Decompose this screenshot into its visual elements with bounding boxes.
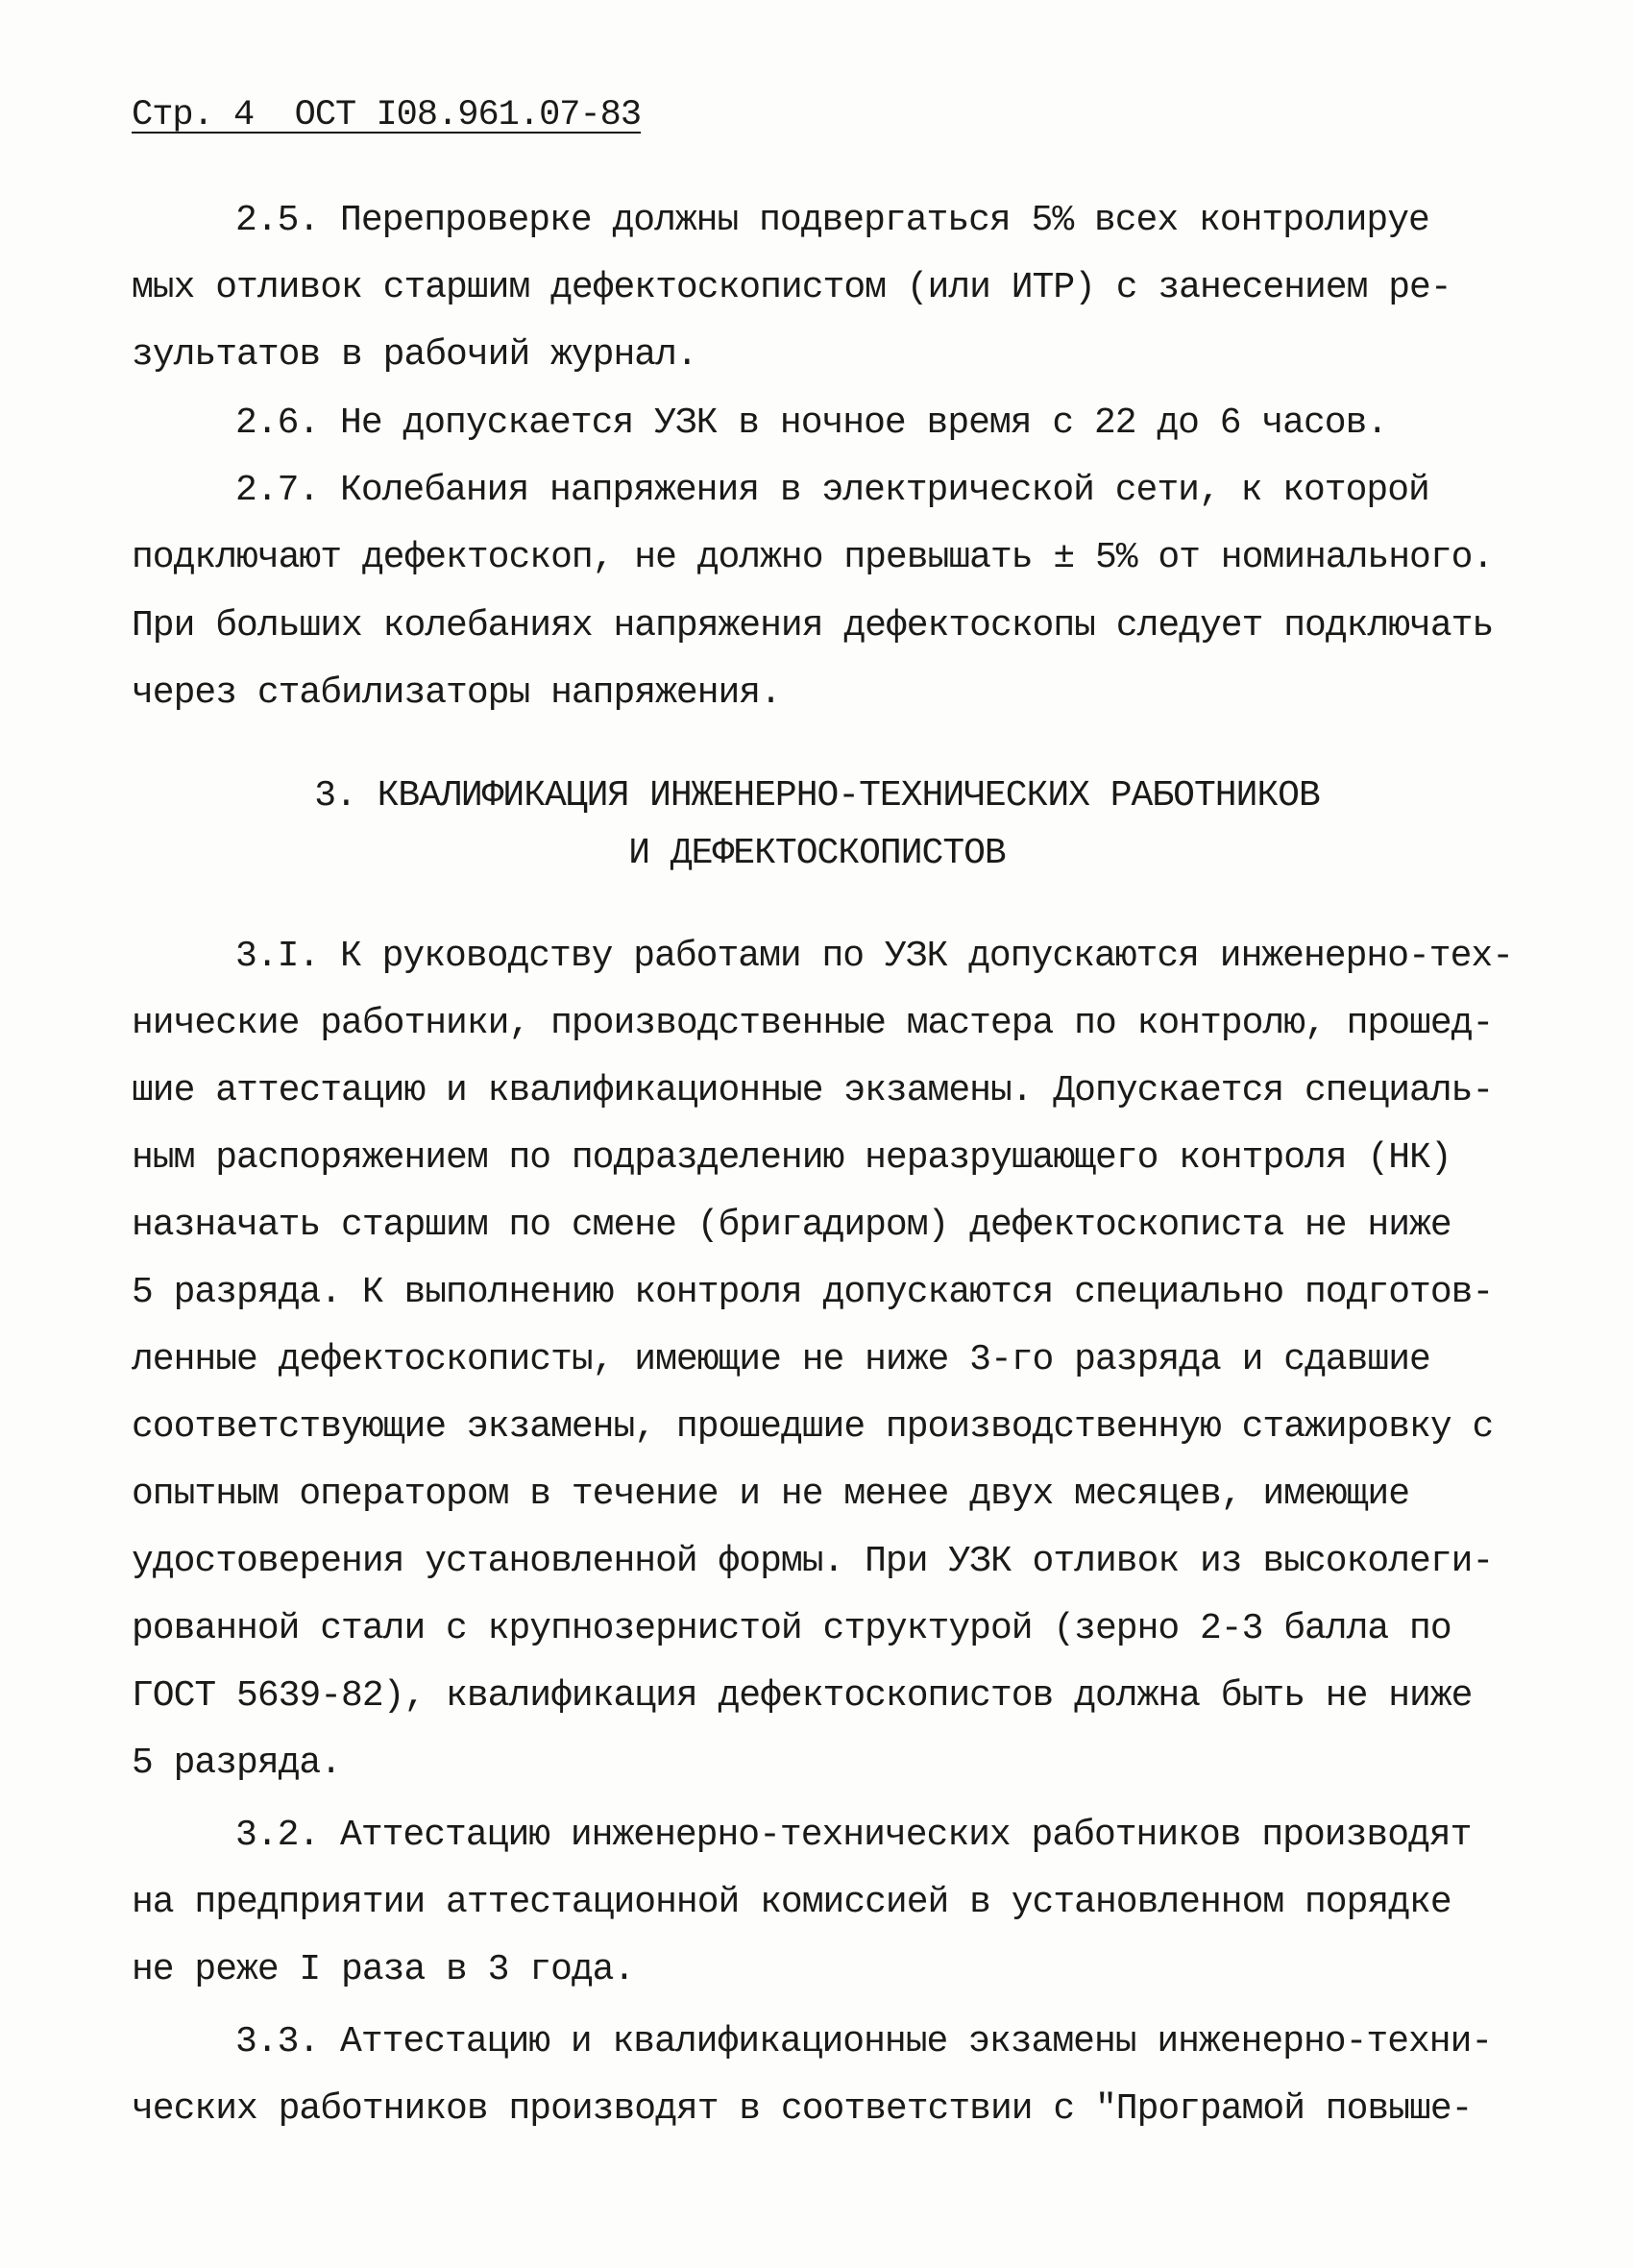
text-line: ГОСТ 5639-82), квалификация дефектоскопистов должна быть не ниже xyxy=(132,1675,1473,1717)
text-line: не реже I раза в 3 года. xyxy=(132,1949,635,1990)
text-line: 2.6. Не допускается УЗК в ночное время с 22 до 6 часов. xyxy=(235,402,1388,444)
text-line: шие аттестацию и квалификационные экзамены. Допускается специаль- xyxy=(132,1070,1494,1111)
text-line: 3.3. Аттестацию и квалификационные экзамены инженерно-техни- xyxy=(235,2021,1493,2062)
text-line: ным распоряжением по подразделению неразрушающего контроля (НК) xyxy=(132,1137,1451,1179)
section-heading-line-1: 3. КВАЛИФИКАЦИЯ ИНЖЕНЕРНО-ТЕХНИЧЕСКИХ РАБОТНИКОВ xyxy=(314,775,1320,817)
text-line: соответствующие экзамены, прошедшие производственную стажировку с xyxy=(132,1406,1494,1448)
text-line: ческих работников производят в соответствии с "Програмой повыше- xyxy=(132,2088,1473,2130)
section-heading-line-2: И ДЕФЕКТОСКОПИСТОВ xyxy=(628,833,1006,874)
text-line: через стабилизаторы напряжения. xyxy=(132,672,781,714)
text-line: нические работники, производственные мастера по контролю, прошед- xyxy=(132,1003,1494,1044)
text-line: 5 разряда. К выполнению контроля допускаются специально подготов- xyxy=(132,1272,1494,1313)
text-line: 2.7. Колебания напряжения в электрической сети, к которой xyxy=(235,470,1429,511)
text-line: ленные дефектоскописты, имеющие не ниже 3-го разряда и сдавшие xyxy=(132,1339,1430,1380)
text-line: удостоверения установленной формы. При УЗК отливок из высоколеги- xyxy=(132,1541,1494,1582)
text-line: 5 разряда. xyxy=(132,1743,342,1784)
text-line: рованной стали с крупнозернистой структурой (зерно 2-3 балла по xyxy=(132,1608,1451,1649)
text-line: 3.I. К руководству работами по УЗК допускаются инженерно-тех- xyxy=(235,936,1514,977)
text-line: назначать старшим по смене (бригадиром) дефектоскописта не ниже xyxy=(132,1205,1451,1246)
text-line: 3.2. Аттестацию инженерно-технических работников производят xyxy=(235,1815,1472,1856)
text-line: зультатов в рабочий журнал. xyxy=(132,334,697,376)
text-line: опытным оператором в течение и не менее двух месяцев, имеющие xyxy=(132,1474,1410,1515)
text-line: мых отливок старшим дефектоскопистом (или ИТР) с занесением ре- xyxy=(132,267,1451,308)
text-line: 2.5. Перепроверке должны подвергаться 5% всех контролируе xyxy=(235,200,1429,241)
text-line: подключают дефектоскоп, не должно превышать ± 5% от номинального. xyxy=(132,537,1494,578)
text-line: на предприятии аттестационной комиссией в установленном порядке xyxy=(132,1882,1451,1923)
text-line: При больших колебаниях напряжения дефектоскопы следует подключать xyxy=(132,605,1494,646)
page-header: Стр. 4 ОСТ I08.961.07-83 xyxy=(132,95,642,135)
